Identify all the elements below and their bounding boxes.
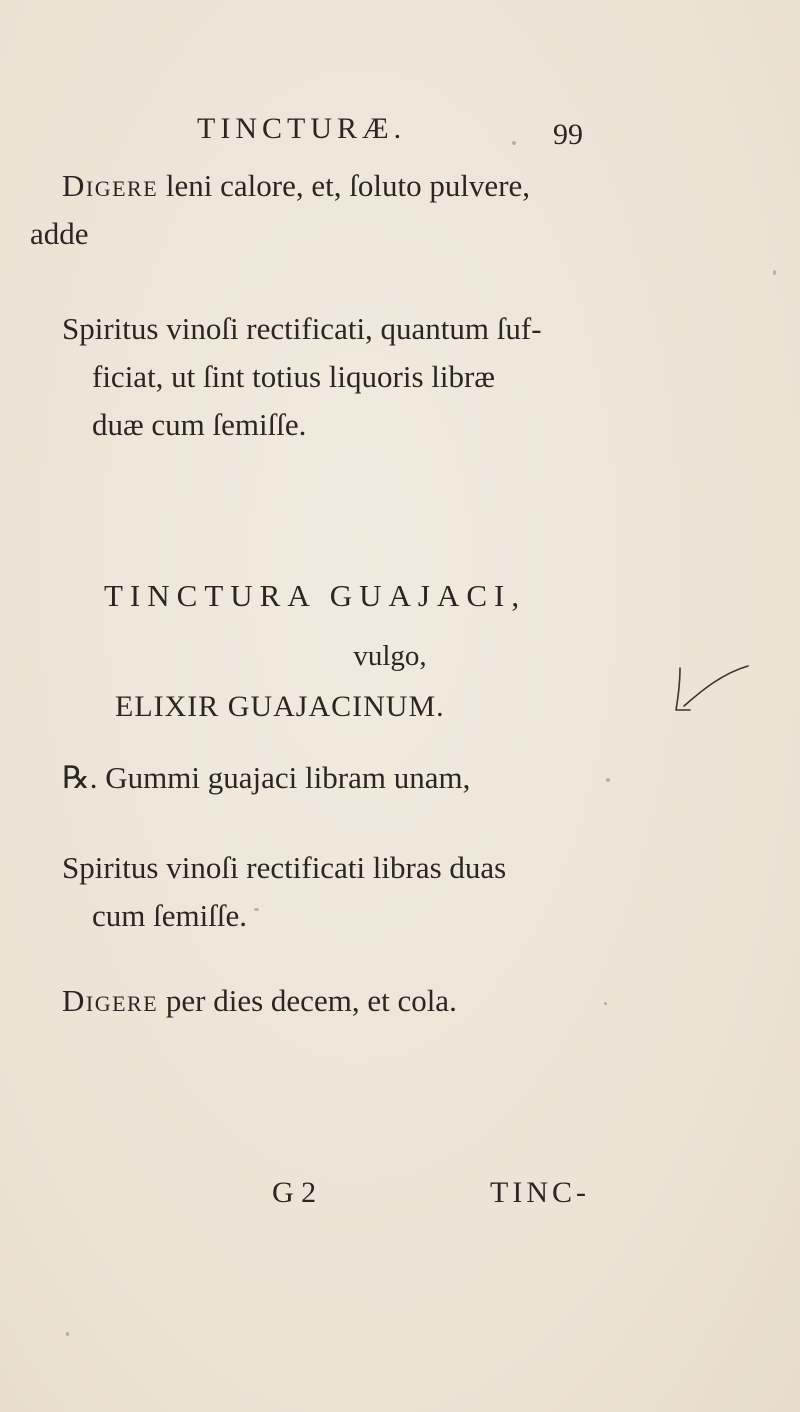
- ingredient-1-line-1: ℞. Gummi guajaci libram unam,: [62, 760, 471, 795]
- catchword: TINC-: [490, 1176, 590, 1209]
- handwritten-check-mark: [674, 660, 754, 720]
- recipe-alt-name: ELIXIR GUAJACINUM.: [115, 690, 445, 723]
- paragraph-1-line-1-rest: leni calore, et, ſoluto pulvere,: [158, 168, 531, 203]
- paper-speck: [606, 778, 610, 782]
- paragraph-1-line-2: adde: [30, 216, 89, 251]
- paragraph-1-line-1: [62, 162, 530, 210]
- running-title: TINCTURÆ.: [197, 112, 407, 145]
- paragraph-2-line-3: duæ cum ſemiſſe.: [92, 407, 307, 442]
- paper-speck: [773, 270, 776, 275]
- paragraph-3-rest: per dies decem, et cola.: [158, 983, 457, 1018]
- paper-speck: [66, 1332, 69, 1336]
- paragraph-1-lead-word: Digere: [62, 168, 159, 203]
- paragraph-2-line-2: ficiat, ut ſint totius liquoris libræ: [92, 359, 495, 394]
- paragraph-3: [62, 977, 457, 1025]
- recipe-alt-label: vulgo,: [353, 640, 427, 672]
- recipe-title: TINCTURA GUAJACI,: [104, 578, 527, 613]
- paper-speck: [254, 908, 259, 911]
- page-number: 99: [553, 118, 583, 151]
- paper-speck: [604, 1002, 607, 1005]
- paper-speck: [512, 141, 516, 145]
- paragraph-3-lead-word: Digere: [62, 983, 159, 1018]
- signature-mark: G 2: [272, 1176, 317, 1209]
- ingredient-2-line-1: Spiritus vinoſi rectificati libras duas: [62, 850, 507, 885]
- paragraph-2-line-1: Spiritus vinoſi rectificati, quantum ſuf-: [62, 311, 542, 346]
- ingredient-2-line-2: cum ſemiſſe.: [92, 898, 247, 933]
